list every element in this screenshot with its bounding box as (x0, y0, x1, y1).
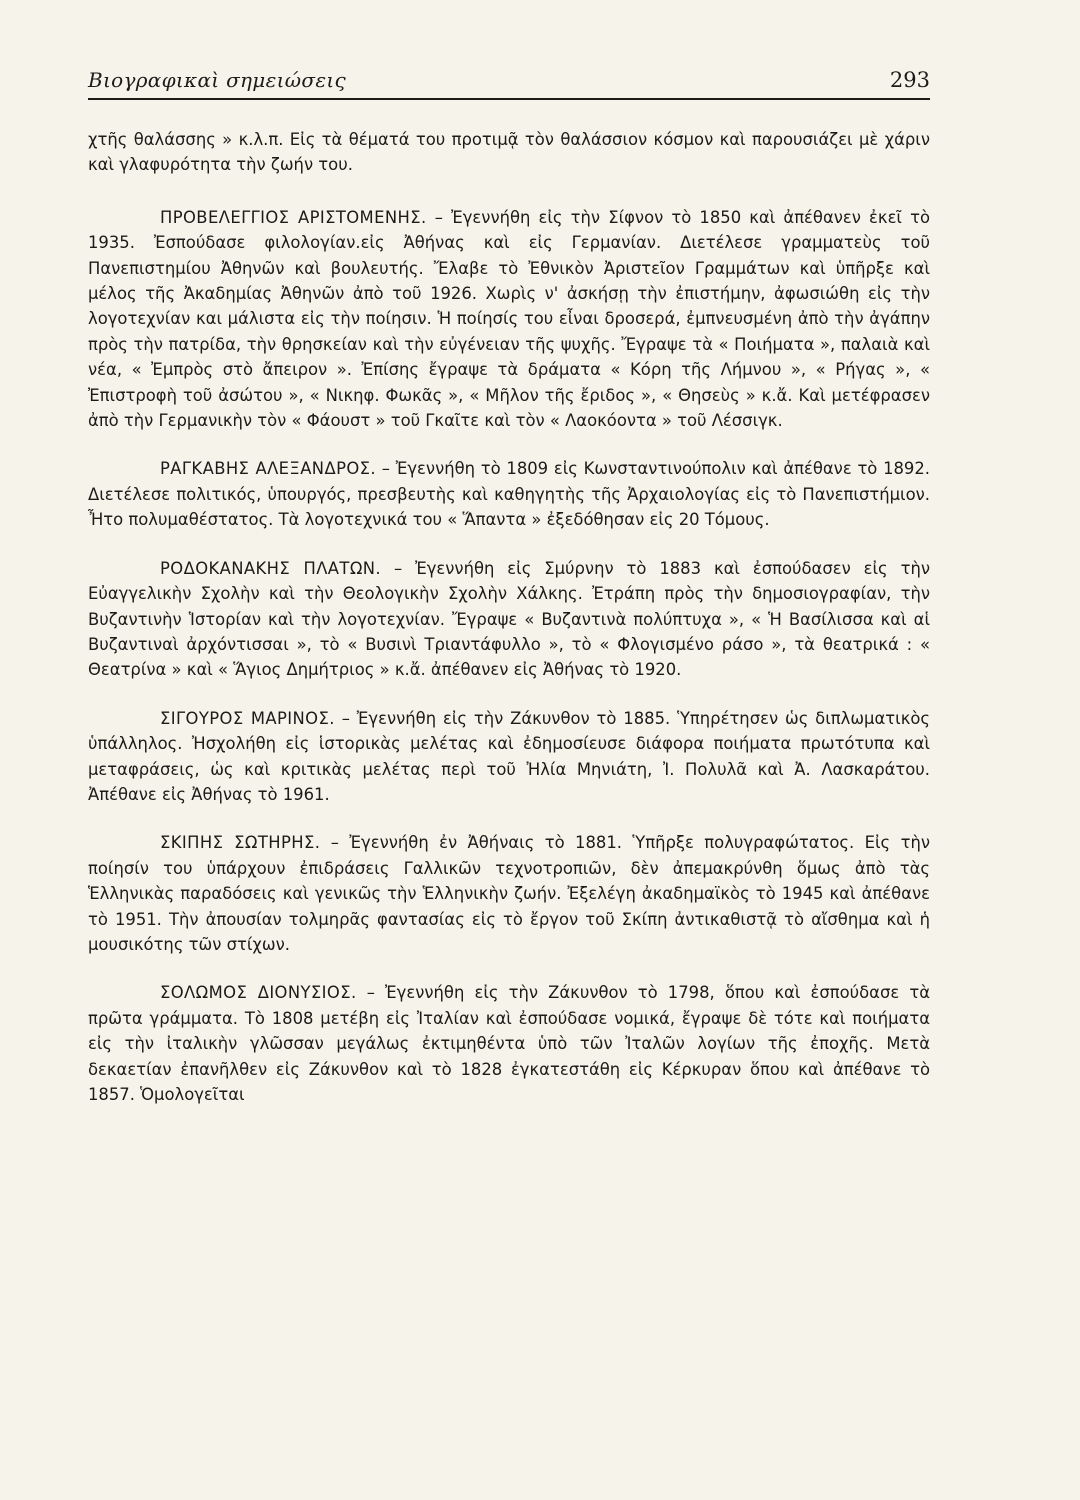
entry-name: ΣΙΓΟΥΡΟΣ ΜΑΡΙΝΟΣ. (160, 708, 335, 728)
entry-name: ΠΡΟΒΕΛΕΓΓΙΟΣ ΑΡΙΣΤΟΜΕΝΗΣ. (160, 207, 427, 227)
body-text (88, 127, 930, 1107)
book-page (88, 52, 930, 1130)
entry-text: – Ἐγεννήθη εἰς τὴν Ζάκυνθον τὸ 1885. Ὑπηρέτησεν ὡς διπλωματικὸς ὑπάλληλος. Ἠσχολήθη εἰς ἱστορικὰς μελέτας καὶ ἐδημοσίευσε διάφορα ποιήματα πρωτότυπα καὶ μεταφράσεις, ὡς καὶ κριτικὰς μελέτας περὶ τοῦ Ἠλία Μηνιάτη, Ἰ. Πολυλᾶ καὶ Ἀ. Λασκαράτου. Ἀπέθανε εἰς Ἀθήνας τὸ 1961. (88, 708, 930, 804)
entry-solomos (88, 980, 930, 1107)
running-title: Βιογραφικαὶ σημειώσεις (88, 68, 347, 92)
entry-name: ΣΟΛΩΜΟΣ ΔΙΟΝΥΣΙΟΣ. (160, 983, 357, 1003)
continuation-paragraph: χτῆς θαλάσσης » κ.λ.π. Εἰς τὰ θέματά του προτιμᾷ τὸν θαλάσσιον κόσμον καὶ παρουσιάζει μὲ χάριν καὶ γλαφυρότητα τὴν ζωήν του. (88, 130, 930, 175)
header-rule (88, 98, 930, 100)
entry-text: – Ἐγεννήθη τὸ 1809 εἰς Κωνσταντινούπολιν καὶ ἀπέθανε τὸ 1892. Διετέλεσε πολιτικός, ὑπουργός, πρεσβευτὴς καὶ καθηγητὴς τῆς Ἀρχαιολογίας εἰς τὸ Πανεπιστήμιον. Ἦτο πολυμαθέστατος. Τὰ λογοτεχνικά του « Ἅπαντα » ἐξεδόθησαν εἰς 20 Τόμους. (88, 459, 930, 530)
entry-rangavis (88, 456, 930, 532)
entry-text: – Ἐγεννήθη εἰς τὴν Σίφνον τὸ 1850 καὶ ἀπέθανεν ἐκεῖ τὸ 1935. Ἐσπούδασε φιλολογίαν.εἰς Ἀθήνας καὶ εἰς Γερμανίαν. Διετέλεσε γραμματεὺς τοῦ Πανεπιστημίου Ἀθηνῶν καὶ βουλευτής. Ἔλαβε τὸ Ἐθνικὸν Ἀριστεῖον Γραμμάτων καὶ ὑπῆρξε καὶ μέλος τῆς Ἀκαδημίας Ἀθηνῶν ἀπὸ τοῦ 1926. Χωρὶς ν' ἀσκήσῃ τὴν ἐπιστήμην, ἀφωσιώθη εἰς τὴν λογοτεχνίαν και μάλιστα εἰς τὴν ποίησιν. Ἡ ποίησίς του εἶναι δροσερά, ἐμπνευσμένη ἀπὸ τὴν ἀγάπην πρὸς τὴν πατρίδα, τὴν θρησκείαν καὶ τὴν εὐγένειαν τῆς ψυχῆς. Ἔγραψε τὰ « Ποιήματα », παλαιὰ καὶ νέα, « Ἐμπρὸς στὸ ἄπειρον ». Ἐπίσης ἔγραψε τὰ δράματα « Κόρη τῆς Λήμνου », « Ρήγας », « Ἐπιστροφὴ τοῦ ἀσώτου », « Νικηφ. Φωκᾶς », « Μῆλον τῆς ἔριδος », « Θησεὺς » κ.ἄ. Καὶ μετέφρασεν ἀπὸ τὴν Γερμανικὴν τὸν « Φάουστ » τοῦ Γκαῖτε καὶ τὸν « Λαοκόοντα » τοῦ Λέσσιγκ. (88, 207, 930, 431)
running-header (88, 52, 930, 92)
entry-rodokanakis (88, 556, 930, 683)
entry-text: – Ἐγεννήθη ἐν Ἀθήναις τὸ 1881. Ὑπῆρξε πολυγραφώτατος. Εἰς τὴν ποίησίν του ὑπάρχουν ἐπιδράσεις Γαλλικῶν τεχνοτροπιῶν, δὲν ἀπεμακρύνθη ὅμως ἀπὸ τὰς Ἑλληνικὰς παραδόσεις καὶ γενικῶς τὴν Ἑλληνικὴν ζωήν. Ἐξελέγη ἀκαδημαϊκὸς τὸ 1945 καὶ ἀπέθανε τὸ 1951. Τὴν ἀπουσίαν τολμηρᾶς φαντασίας εἰς τὸ ἔργον τοῦ Σκίπη ἀντικαθιστᾷ τὸ αἴσθημα καὶ ἡ μουσικότης τῶν στίχων. (88, 833, 930, 954)
entry-name: ΡΑΓΚΑΒΗΣ ΑΛΕΞΑΝΔΡΟΣ. (160, 459, 377, 479)
entry-text: – Ἐγεννήθη εἰς τὴν Ζάκυνθον τὸ 1798, ὅπου καὶ ἐσπούδασε τὰ πρῶτα γράμματα. Τὸ 1808 μετέβη εἰς Ἰταλίαν καὶ ἐσπούδασε νομικά, ἔγραψε δὲ τότε καὶ ποιήματα εἰς τὴν ἰταλικὴν γλῶσσαν μεγάλως ἐκτιμηθέντα ὑπὸ τῶν Ἰταλῶν λογίων τῆς ἐποχῆς. Μετὰ δεκαετίαν ἐπανῆλθεν εἰς Ζάκυνθον καὶ τὸ 1828 ἐγκατεστάθη εἰς Κέρκυραν ὅπου καὶ ἀπέθανε τὸ 1857. Ὁμολογεῖται (88, 983, 930, 1104)
entry-name: ΣΚΙΠΗΣ ΣΩΤΗΡΗΣ. (160, 833, 321, 853)
entry-name: ΡΟΔΟΚΑΝΑΚΗΣ ΠΛΑΤΩΝ. (160, 558, 382, 578)
page-number: 293 (889, 68, 930, 92)
entry-skipis (88, 830, 930, 957)
entry-sigouros (88, 706, 930, 808)
entry-provelengios (88, 205, 930, 434)
entry-text: – Ἐγεννήθη εἰς Σμύρνην τὸ 1883 καὶ ἐσπούδασεν εἰς τὴν Εὐαγγελικὴν Σχολὴν καὶ τὴν Θεολογικὴν Σχολὴν Χάλκης. Ἐτράπη πρὸς τὴν δημοσιογραφίαν, τὴν Βυζαντινὴν Ἱστορίαν καὶ τὴν λογοτεχνίαν. Ἔγραψε « Βυζαντινὰ πολύπτυχα », « Ἡ Βασίλισσα καὶ αἱ Βυζαντιναὶ ἀρχόντισσαι », τὸ « Βυσινὶ Τριαντάφυλλο », τὸ « Φλογισμένο ράσο », τὰ θεατρικά : « Θεατρίνα » καὶ « Ἅγιος Δημήτριος » κ.ἄ. ἀπέθανεν εἰς Ἀθήνας τὸ 1920. (88, 558, 930, 680)
